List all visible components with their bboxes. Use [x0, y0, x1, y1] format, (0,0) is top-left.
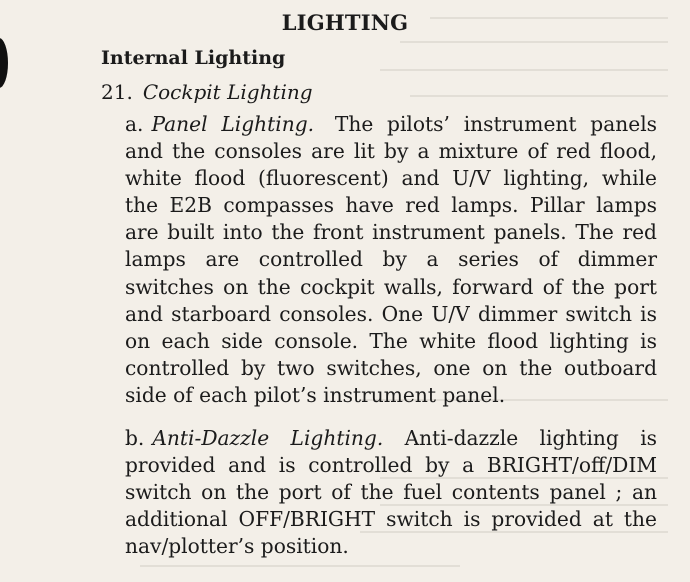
paragraph-panel-lighting [125, 111, 657, 409]
paragraph-label: a. [125, 112, 144, 136]
section-title: Internal Lighting [101, 47, 286, 69]
paragraph-anti-dazzle-lighting [125, 425, 657, 560]
subsection-number: 21. [101, 80, 133, 104]
binding-hole-mark [0, 38, 8, 88]
paragraph-title: Panel Lighting. [151, 112, 315, 136]
paragraph-text: The pilots’ instrument panels and the consoles are lit by a mixture of red flood, white flood (fluorescent) and U/V lighting, while the E2B compasses have red lamps. Pillar lamps are built into the front instrument panels. The red lamps are controlled by a series of dimmer switches on the cockpit walls, forward of the port and starboard consoles. One U/V dimmer switch is on each side console. The white flood lighting is controlled by two switches, one on the outboard side of each pilot’s instrument panel. [125, 112, 658, 407]
paragraph-text: Anti-dazzle lighting is provided and is controlled by a BRIGHT/off/DIM switch on the port of the fuel contents panel ; an additional OFF/BRIGHT switch is provided at the nav/plotter’s position. [125, 426, 658, 559]
page-heading: LIGHTING [281, 10, 409, 35]
paragraph-label: b. [125, 426, 145, 450]
paragraph-title: Anti-Dazzle Lighting. [152, 426, 384, 450]
subsection-heading [101, 80, 313, 104]
subsection-title: Cockpit Lighting [142, 80, 313, 104]
